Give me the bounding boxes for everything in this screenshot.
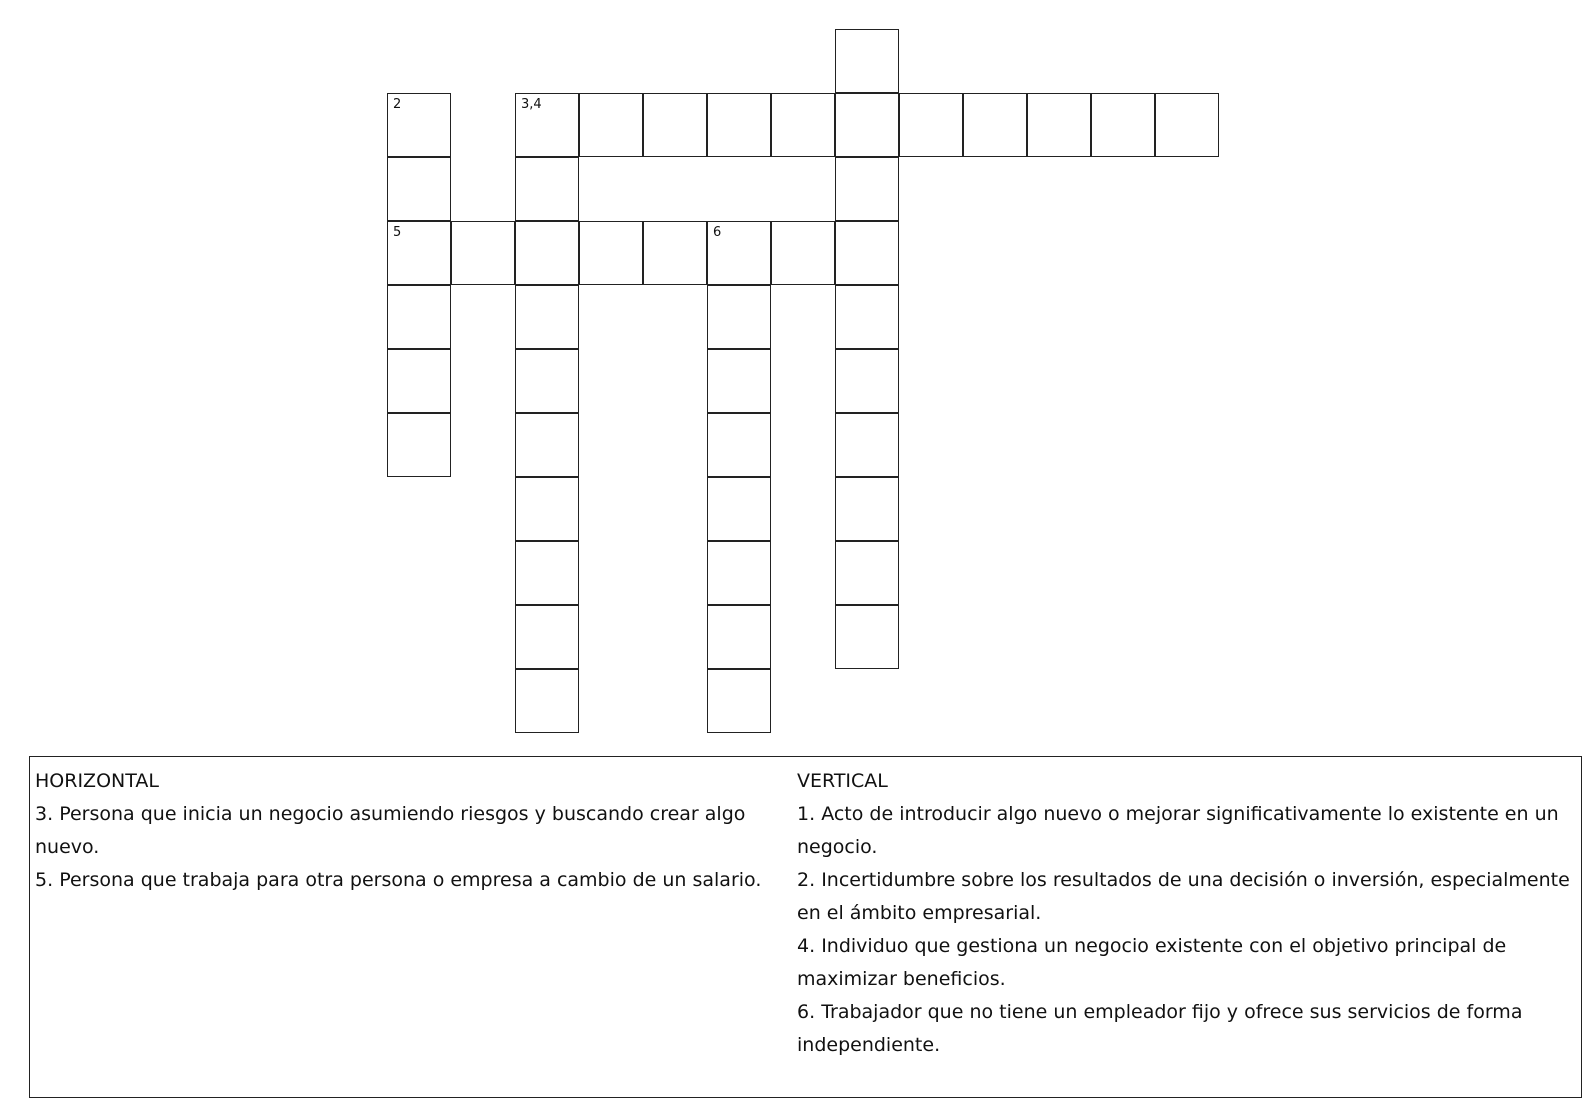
crossword-cell[interactable] — [707, 541, 771, 605]
crossword-cell[interactable] — [899, 93, 963, 157]
crossword-cell[interactable] — [835, 285, 899, 349]
cell-number: 5 — [393, 225, 402, 240]
crossword-cell[interactable] — [515, 221, 579, 285]
crossword-cell[interactable] — [835, 541, 899, 605]
clue-item: 4 . Individuo que gestiona un negocio existente con el objetivo principal de maximizar beneficios. — [797, 930, 1577, 996]
crossword-cell[interactable] — [1155, 93, 1219, 157]
crossword-cell[interactable] — [835, 29, 899, 93]
crossword-cell[interactable] — [515, 285, 579, 349]
crossword-cell[interactable] — [515, 157, 579, 221]
cell-number: 6 — [713, 225, 722, 240]
crossword-cell[interactable] — [707, 93, 771, 157]
crossword-cell-5[interactable] — [387, 221, 451, 285]
vertical-clues — [797, 765, 1577, 1062]
crossword-cell[interactable] — [1091, 93, 1155, 157]
clue-item: 1 . Acto de introducir algo nuevo o mejorar significativamente lo existente en un negocio. — [797, 798, 1577, 864]
crossword-cell[interactable] — [835, 157, 899, 221]
crossword-cell[interactable] — [515, 605, 579, 669]
crossword-cell[interactable] — [963, 93, 1027, 157]
crossword-cell[interactable] — [515, 477, 579, 541]
crossword-cell[interactable] — [579, 93, 643, 157]
crossword-cell[interactable] — [643, 221, 707, 285]
crossword-cell[interactable] — [835, 413, 899, 477]
crossword-cell[interactable] — [771, 93, 835, 157]
crossword-cell[interactable] — [387, 349, 451, 413]
crossword-cell[interactable] — [835, 221, 899, 285]
crossword-cell-6[interactable] — [707, 221, 771, 285]
vertical-heading: VERTICAL — [797, 770, 888, 792]
clue-item: 6 . Trabajador que no tiene un empleador fijo y ofrece sus servicios de forma independiente. — [797, 996, 1577, 1062]
crossword-cell[interactable] — [579, 221, 643, 285]
clue-item: 2 . Incertidumbre sobre los resultados de una decisión o inversión, especialmente en el ámbito empresarial. — [797, 864, 1577, 930]
clue-item: 5 . Persona que trabaja para otra persona o empresa a cambio de un salario. — [35, 864, 790, 897]
crossword-cell[interactable] — [771, 221, 835, 285]
cell-number: 3,4 — [521, 97, 542, 112]
crossword-cell[interactable] — [707, 285, 771, 349]
crossword-cell[interactable] — [707, 413, 771, 477]
clue-item: 3 . Persona que inicia un negocio asumiendo riesgos y buscando crear algo nuevo. — [35, 798, 790, 864]
crossword-cell[interactable] — [515, 349, 579, 413]
crossword-cell-3-4[interactable] — [515, 93, 579, 157]
crossword-cell[interactable] — [707, 477, 771, 541]
crossword-cell[interactable] — [387, 413, 451, 477]
crossword-cell[interactable] — [387, 285, 451, 349]
crossword-cell[interactable] — [835, 605, 899, 669]
crossword-cell[interactable] — [451, 221, 515, 285]
crossword-cell[interactable] — [515, 541, 579, 605]
crossword-cell[interactable] — [387, 157, 451, 221]
crossword-cell[interactable] — [835, 93, 899, 157]
crossword-cell[interactable] — [707, 669, 771, 733]
crossword-cell[interactable] — [707, 605, 771, 669]
crossword-cell[interactable] — [835, 477, 899, 541]
crossword-cell[interactable] — [515, 669, 579, 733]
horizontal-clues — [35, 765, 790, 897]
horizontal-heading: HORIZONTAL — [35, 770, 159, 792]
crossword-cell[interactable] — [515, 413, 579, 477]
crossword-cell[interactable] — [835, 349, 899, 413]
crossword-cell[interactable] — [707, 349, 771, 413]
clues-box — [29, 756, 1582, 1098]
crossword-cell[interactable] — [1027, 93, 1091, 157]
crossword-cell[interactable] — [643, 93, 707, 157]
crossword-cell-2[interactable] — [387, 93, 451, 157]
cell-number: 2 — [393, 97, 402, 112]
